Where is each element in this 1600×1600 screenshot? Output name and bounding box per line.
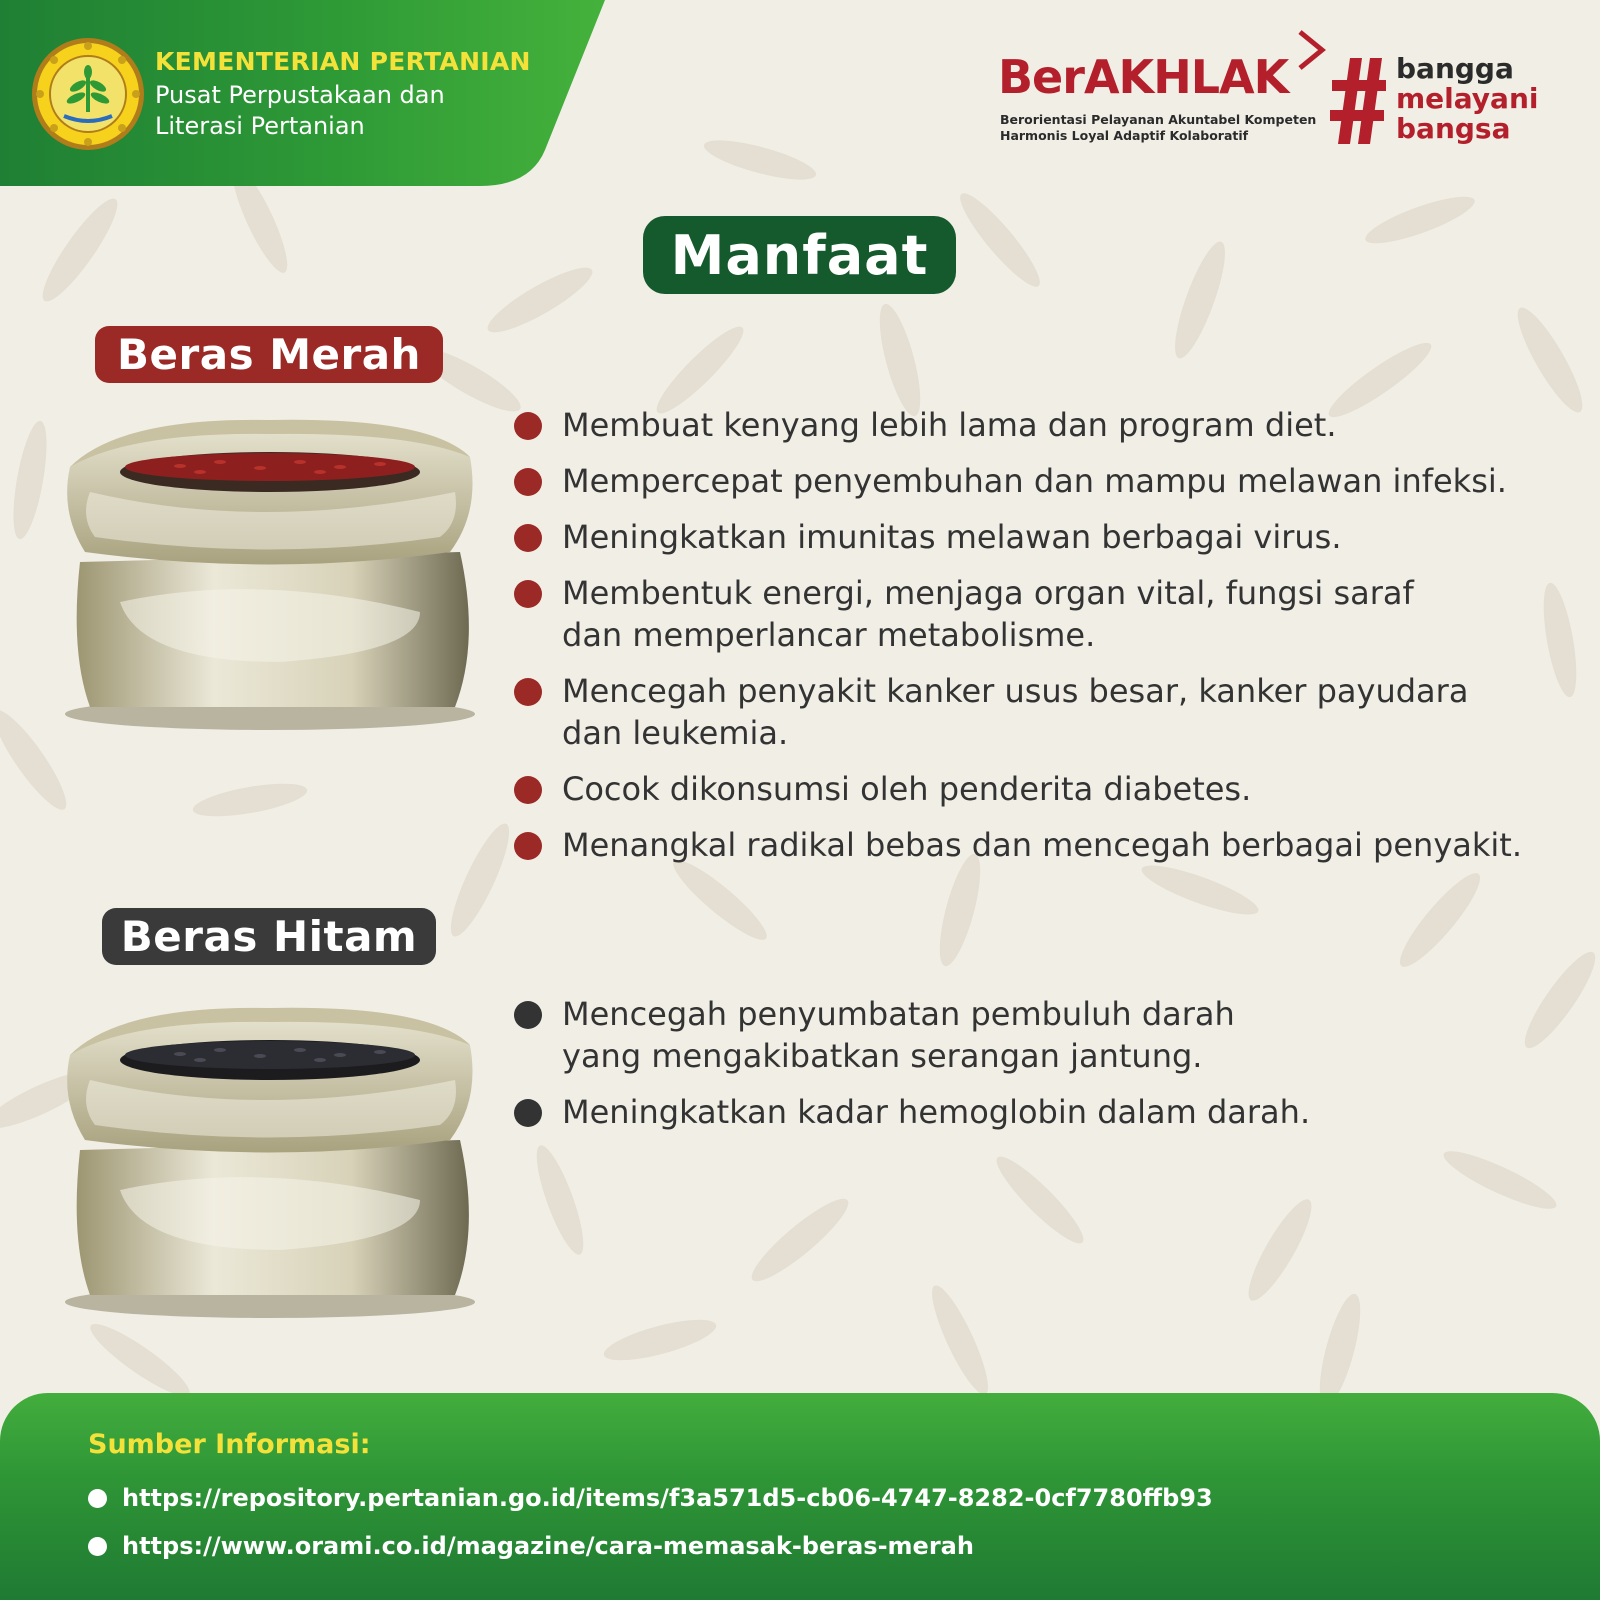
source-link[interactable]: https://www.orami.co.id/magazine/cara-memasak-beras-merah [122, 1532, 974, 1560]
benefit-text: Meningkatkan kadar hemoglobin dalam darah. [562, 1093, 1311, 1131]
hash-icon [1330, 56, 1390, 146]
section-label-beras-merah: Beras Merah [95, 326, 443, 383]
berakhlak-word: BerAKHLAK [998, 50, 1289, 104]
berakhlak-tagline [1000, 112, 1320, 144]
hashtag-line: bangga [1396, 52, 1514, 85]
ministry-unit-line: Literasi Pertanian [155, 112, 365, 140]
benefit-text: Membuat kenyang lebih lama dan program diet. [562, 406, 1337, 444]
bullet-dot-icon [514, 468, 542, 496]
ministry-unit [155, 80, 555, 142]
rice-sack-red-icon [60, 412, 480, 742]
benefit-text: yang mengakibatkan serangan jantung. [562, 1037, 1203, 1075]
benefit-item [512, 572, 1592, 656]
benefit-text: Mencegah penyumbatan pembuluh darah [562, 995, 1235, 1033]
bullet-dot-icon [514, 678, 542, 706]
benefit-item [512, 460, 1592, 502]
benefit-list-beras-hitam [512, 993, 1592, 1147]
benefit-text: Menangkal radikal bebas dan mencegah berbagai penyakit. [562, 826, 1522, 864]
bullet-dot-icon [514, 776, 542, 804]
bangga-melayani-bangsa [1396, 54, 1538, 144]
bullet-dot-icon [514, 524, 542, 552]
benefit-text: Cocok dikonsumsi oleh penderita diabetes. [562, 770, 1252, 808]
source-item [88, 1481, 1213, 1529]
rice-sack-black-icon [60, 1000, 480, 1330]
bullet-dot-icon [514, 580, 542, 608]
benefit-item [512, 993, 1592, 1077]
benefit-item [512, 1091, 1592, 1133]
benefit-item [512, 824, 1592, 866]
hashtag-line: bangsa [1396, 112, 1511, 145]
benefit-text: dan leukemia. [562, 714, 789, 752]
ministry-seal-icon [30, 36, 146, 152]
berakhlak-tagline-line: Berorientasi Pelayanan Akuntabel Kompeten [1000, 112, 1317, 127]
benefit-text: Mempercepat penyembuhan dan mampu melawan infeksi. [562, 462, 1507, 500]
ministry-unit-line: Pusat Perpustakaan dan [155, 81, 445, 109]
source-link[interactable]: https://repository.pertanian.go.id/items/f3a571d5-cb06-4747-8282-0cf7780ffb93 [122, 1484, 1213, 1512]
benefit-item [512, 516, 1592, 558]
benefit-list-beras-merah [512, 404, 1592, 880]
bullet-dot-icon [514, 1099, 542, 1127]
benefit-item [512, 404, 1592, 446]
source-title: Sumber Informasi: [88, 1429, 371, 1460]
section-label-beras-hitam: Beras Hitam [102, 908, 436, 965]
benefit-text: Mencegah penyakit kanker usus besar, kanker payudara [562, 672, 1469, 710]
bullet-dot-icon [88, 1489, 107, 1508]
chevron-right-icon [1296, 30, 1326, 84]
benefit-text: Meningkatkan imunitas melawan berbagai virus. [562, 518, 1342, 556]
benefit-item [512, 768, 1592, 810]
bullet-dot-icon [88, 1537, 107, 1556]
hashtag-line: melayani [1396, 82, 1539, 115]
benefit-text: Membentuk energi, menjaga organ vital, fungsi saraf [562, 574, 1414, 612]
bullet-dot-icon [514, 412, 542, 440]
benefit-text: dan memperlancar metabolisme. [562, 616, 1096, 654]
page-title: Manfaat [643, 216, 956, 294]
ministry-name: KEMENTERIAN PERTANIAN [155, 47, 531, 76]
source-item [88, 1529, 1213, 1577]
bullet-dot-icon [514, 1001, 542, 1029]
benefit-item [512, 670, 1592, 754]
source-list [88, 1481, 1213, 1577]
bullet-dot-icon [514, 832, 542, 860]
berakhlak-tagline-line: Harmonis Loyal Adaptif Kolaboratif [1000, 128, 1249, 143]
